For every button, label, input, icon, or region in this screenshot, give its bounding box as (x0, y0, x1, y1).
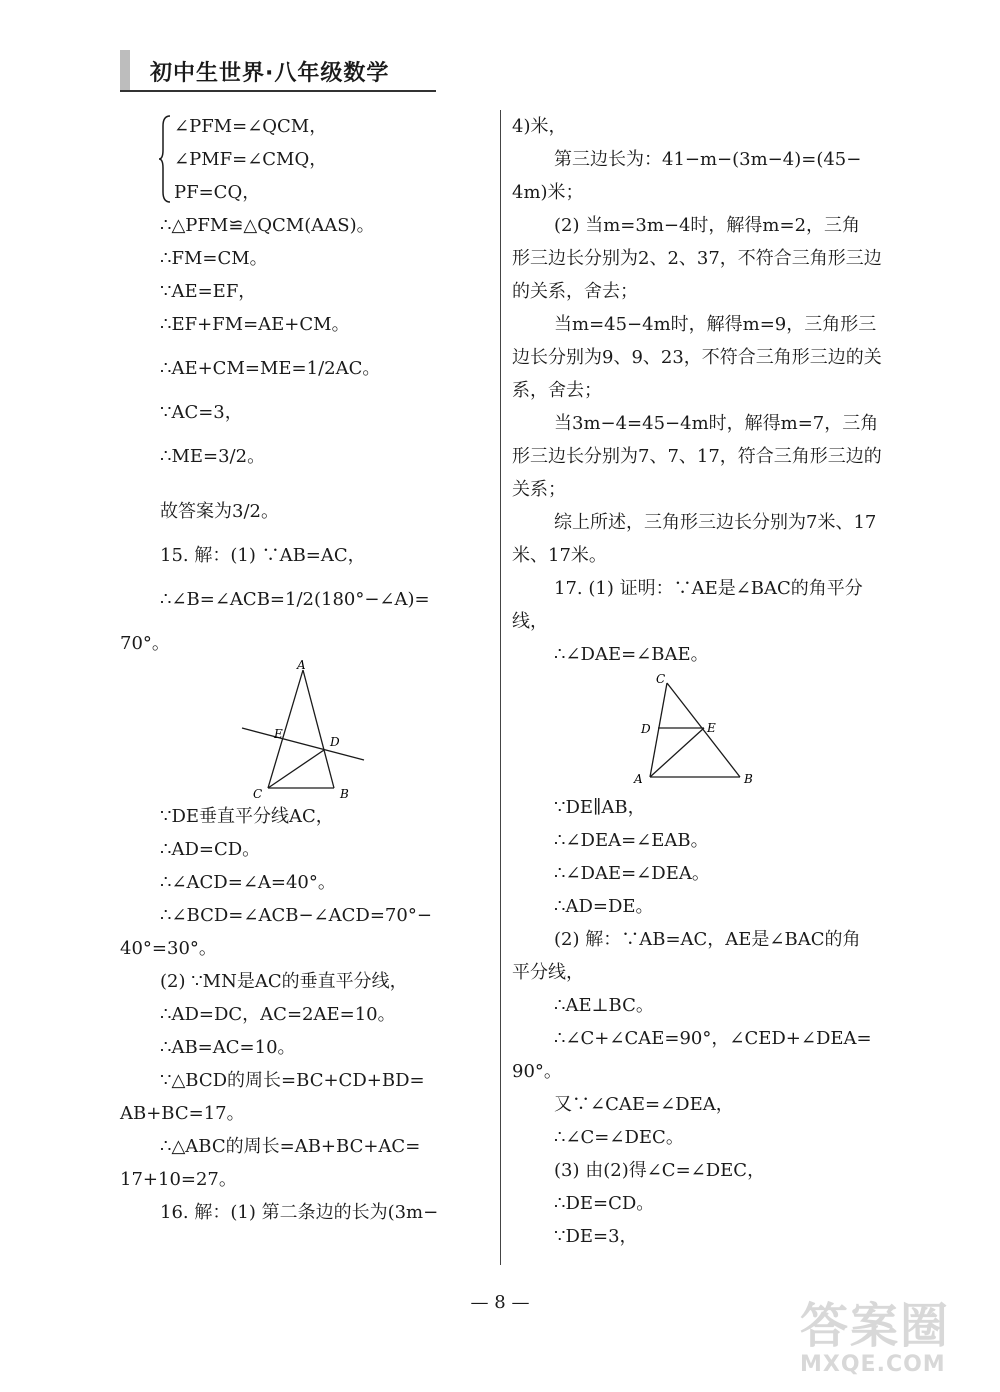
text-line: 90°。 (512, 1061, 562, 1082)
system-line-2: ∠PMF=∠CMQ， (174, 149, 328, 170)
left-column (120, 110, 492, 1229)
triangle-figure-17 (512, 671, 884, 791)
text-line: ∴∠C+∠CAE=90°，∠CED+∠DEA= (554, 1028, 872, 1049)
text-line: ∴AD=CD。 (160, 839, 261, 860)
text-line: ∵△BCD的周长=BC+CD+BD= (160, 1070, 425, 1091)
text-line: 4)米， (512, 116, 567, 137)
point-label-B: B (744, 772, 753, 786)
text-line: ∴∠C=∠DEC。 (554, 1127, 684, 1148)
system-line-1: ∠PFM=∠QCM， (174, 116, 328, 137)
column-divider (500, 110, 501, 1265)
point-label-B: B (340, 787, 349, 800)
text-line: ∴AD=DE。 (554, 896, 654, 917)
text-line: ∴AD=DC，AC=2AE=10。 (160, 1004, 396, 1025)
text-line: ∵AE=EF， (160, 281, 257, 302)
point-label-C: C (253, 787, 263, 800)
text-line: (3) 由(2)得∠C=∠DEC， (554, 1160, 766, 1181)
text-line: (2) ∵MN是AC的垂直平分线， (160, 971, 408, 992)
text-line: 线， (512, 611, 548, 632)
text-line: 形三边长分别为7、7、17，符合三角形三边的 (512, 446, 882, 467)
text-line: ∴∠DAE=∠DEA。 (554, 863, 710, 884)
text-line: 17+10=27。 (120, 1169, 237, 1190)
text-line: (2) 解：∵AB=AC，AE是∠BAC的角 (554, 929, 861, 950)
point-label-D: D (641, 722, 651, 736)
problem-15-heading: 15. 解：(1) ∵AB=AC， (160, 545, 366, 566)
text-line: ∴EF+FM=AE+CM。 (160, 314, 350, 335)
text-line: (2) 当m=3m−4时，解得m=2，三角 (554, 215, 861, 236)
text-line: 当m=45−4m时，解得m=9，三角形三 (554, 314, 877, 335)
right-column (512, 110, 884, 1253)
text-line: ∵DE垂直平分线AC， (160, 806, 334, 827)
text-line: ∴∠BCD=∠ACB−∠ACD=70°− (160, 905, 432, 926)
equation-system (120, 110, 492, 209)
text-line: 平分线， (512, 962, 584, 983)
text-line: ∴∠DEA=∠EAB。 (554, 830, 709, 851)
watermark-text: 答案圈 (800, 1298, 951, 1354)
watermark-logo (800, 1300, 990, 1380)
text-line: 综上所述，三角形三边长分别为7米、17 (554, 512, 877, 533)
text-line: ∵DE∥AB， (554, 797, 646, 818)
text-line: 4m)米； (512, 182, 584, 203)
text-line: ∴AE+CM=ME=1/2AC。 (160, 358, 381, 379)
problem-17-heading: 17. (1) 证明：∵AE是∠BAC的角平分 (554, 578, 863, 599)
text-line: 又∵∠CAE=∠DEA， (554, 1094, 734, 1115)
point-label-E: E (707, 721, 716, 735)
text-line: 70°。 (120, 633, 170, 654)
text-line: 第三边长为：41−m−(3m−4)=(45− (554, 149, 862, 170)
text-line: ∴∠B=∠ACB=1/2(180°−∠A)= (160, 589, 430, 610)
triangle-figure-15 (120, 660, 492, 800)
left-brace-icon (158, 114, 172, 204)
text-line: ∴AB=AC=10。 (160, 1037, 296, 1058)
system-line-3: PF=CQ， (174, 182, 261, 203)
text-line: ∴DE=CD。 (554, 1193, 655, 1214)
point-label-A: A (297, 660, 306, 672)
point-label-C: C (656, 672, 666, 686)
point-label-A: A (634, 772, 643, 786)
text-line: ∴△PFM≌△QCM(AAS)。 (160, 215, 375, 236)
text-line: ∵AC=3， (160, 402, 243, 423)
header-accent-bar (120, 50, 130, 92)
text-line: ∴∠ACD=∠A=40°。 (160, 872, 336, 893)
text-line: ∴FM=CM。 (160, 248, 268, 269)
header-rule (120, 90, 436, 92)
page-header-title: 初中生世界·八年级数学 (150, 61, 390, 86)
text-line: AB+BC=17。 (120, 1103, 245, 1124)
point-label-D: D (330, 735, 340, 749)
text-line: 形三边长分别为2、2、37，不符合三角形三边 (512, 248, 882, 269)
text-line: ∴∠DAE=∠BAE。 (554, 644, 709, 665)
point-label-E: E (274, 727, 283, 741)
text-line: ∴AE⊥BC。 (554, 995, 654, 1016)
text-line: 的关系，舍去； (512, 281, 638, 302)
text-line: 故答案为3/2。 (160, 501, 279, 522)
text-line: ∴ME=3/2。 (160, 446, 266, 467)
text-line: 关系； (512, 479, 566, 500)
text-line: 系，舍去； (512, 380, 602, 401)
text-line: 边长分别为9、9、23，不符合三角形三边的关 (512, 347, 882, 368)
text-line: 40°=30°。 (120, 938, 217, 959)
text-line: ∵DE=3， (554, 1226, 638, 1247)
text-line: 当3m−4=45−4m时，解得m=7，三角 (554, 413, 879, 434)
page-number: — 8 — (470, 1292, 530, 1313)
watermark-url: MXQE.COM (800, 1352, 946, 1377)
text-line: ∴△ABC的周长=AB+BC+AC= (160, 1136, 421, 1157)
problem-16-heading: 16. 解：(1) 第二条边的长为(3m− (160, 1202, 439, 1223)
text-line: 米、17米。 (512, 545, 607, 566)
